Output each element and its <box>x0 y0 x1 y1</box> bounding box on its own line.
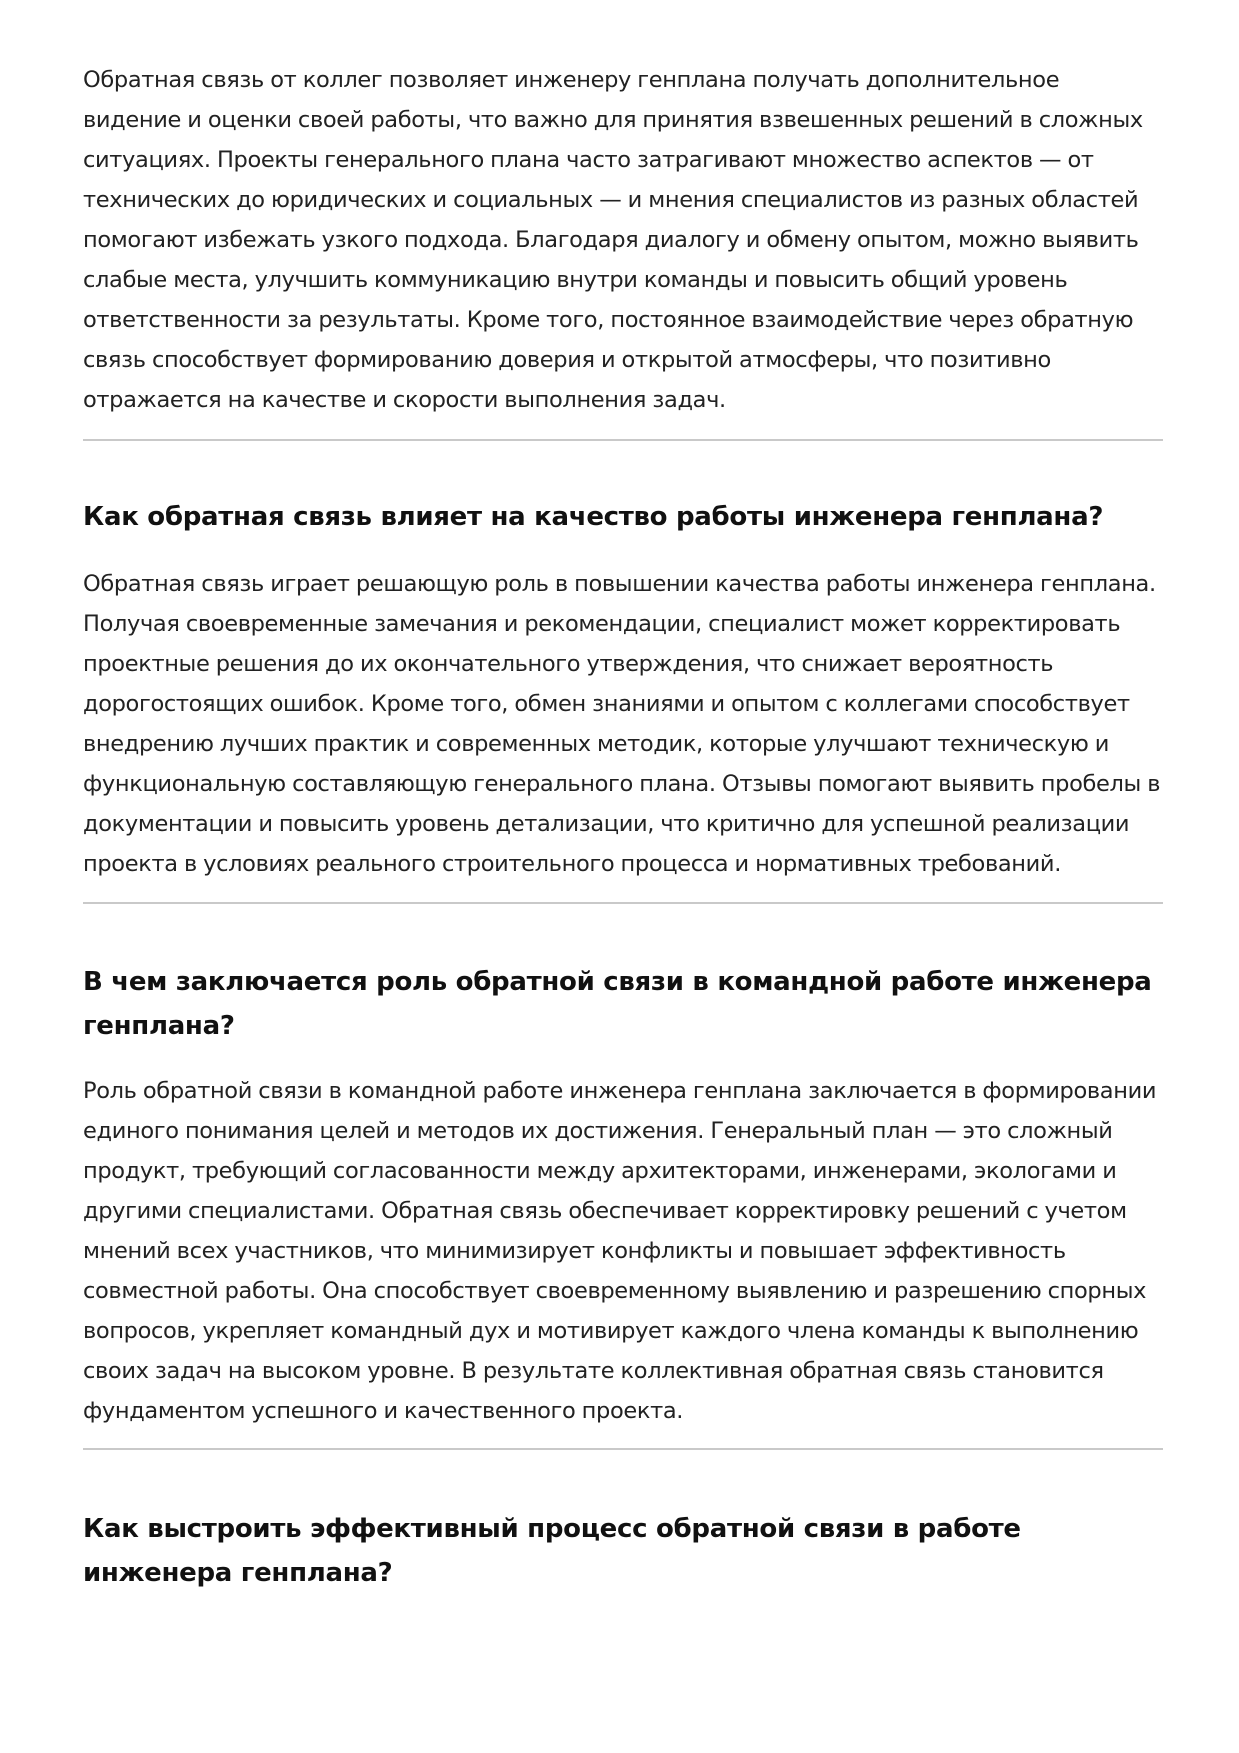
section-divider <box>83 1448 1163 1450</box>
section-divider <box>83 439 1163 441</box>
section-heading-teamwork: В чем заключается роль обратной связи в командной работе инженера генплана? <box>83 967 1152 1041</box>
section-body-quality: Обратная связь играет решающую роль в повышении качества работы инженера генплана. Получая своевременные замечания и рекомендации, специалист может корректировать проектные решения до их окончательного утверждения, что снижает вероятность дорогостоящих ошибок. Кроме того, обмен знаниями и опытом с коллегами способствует внедрению лучших практик и современных методик, которые улучшают техническую и функциональную составляющую генерального плана. Отзывы помогают выявить пробелы в документации и повысить уровень детализации, что критично для успешной реализации проекта в условиях реального строительного процесса и нормативных требований. <box>83 571 1161 877</box>
document-page <box>83 60 1163 1595</box>
section-body-teamwork: Роль обратной связи в командной работе инженера генплана заключается в формировании единого понимания целей и методов их достижения. Генеральный план — это сложный продукт, требующий согласованности между архитекторами, инженерами, экологами и другими специалистами. Обратная связь обеспечивает корректировку решений с учетом мнений всех участников, что минимизирует конфликты и повышает эффективность совместной работы. Она способствует своевременному выявлению и разрешению спорных вопросов, укрепляет командный дух и мотивирует каждого члена команды к выполнению своих задач на высоком уровне. В результате коллективная обратная связь становится фундаментом успешного и качественного проекта. <box>83 1078 1157 1424</box>
section-heading-process: Как выстроить эффективный процесс обратной связи в работе инженера генплана? <box>83 1514 1021 1588</box>
section-heading-quality: Как обратная связь влияет на качество работы инженера генплана? <box>83 502 1104 532</box>
section-divider <box>83 902 1163 904</box>
intro-paragraph: Обратная связь от коллег позволяет инженеру генплана получать дополнительное видение и оценки своей работы, что важно для принятия взвешенных решений в сложных ситуациях. Проекты генерального плана часто затрагивают множество аспектов — от технических до юридических и социальных — и мнения специалистов из разных областей помогают избежать узкого подхода. Благодаря диалогу и обмену опытом, можно выявить слабые места, улучшить коммуникацию внутри команды и повысить общий уровень ответственности за результаты. Кроме того, постоянное взаимодействие через обратную связь способствует формированию доверия и открытой атмосферы, что позитивно отражается на качестве и скорости выполнения задач. <box>83 67 1143 413</box>
